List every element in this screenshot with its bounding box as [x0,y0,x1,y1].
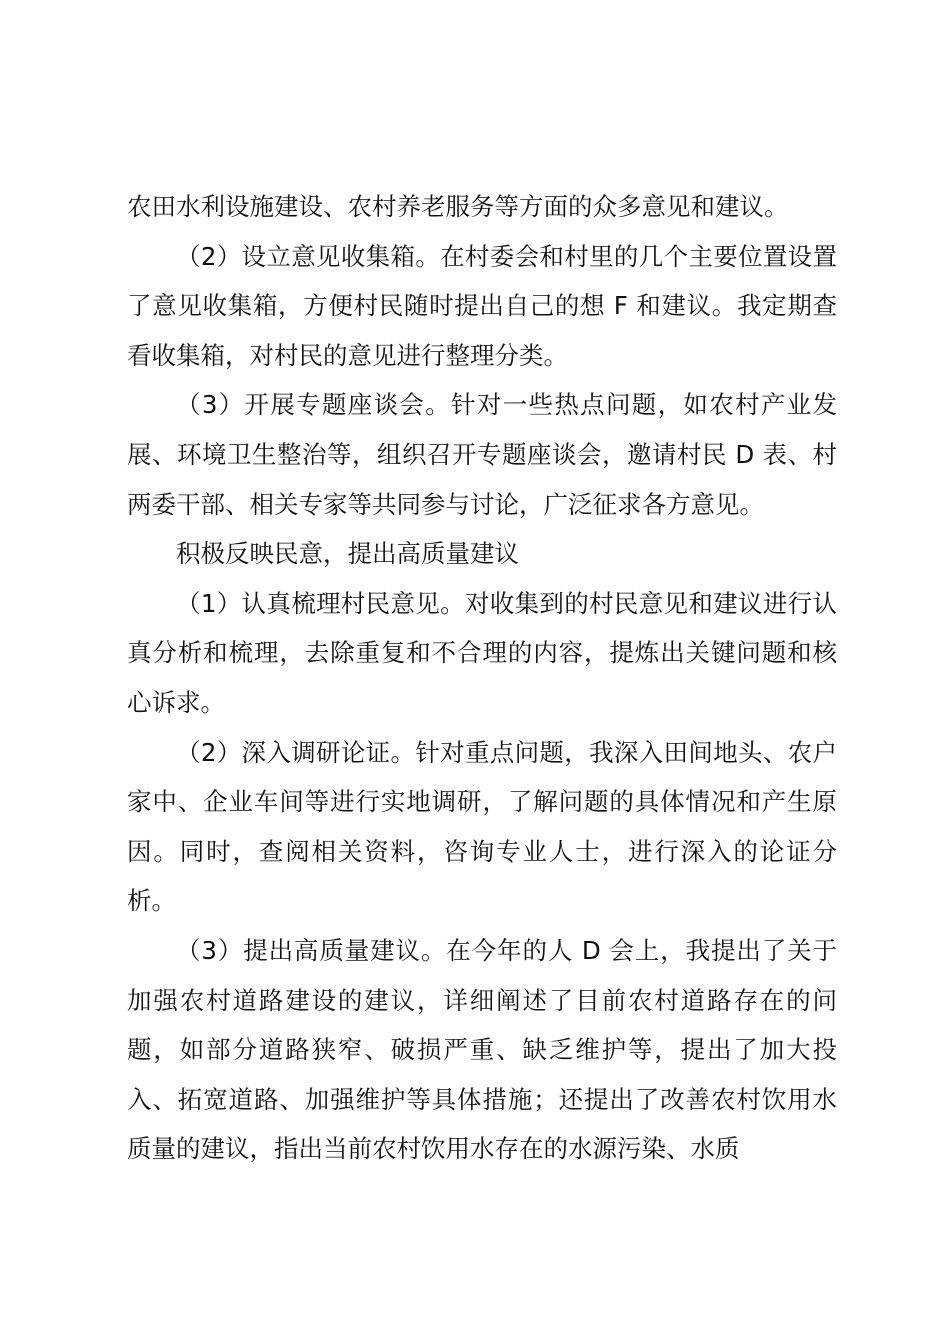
paragraph-symposium: （3）开展专题座谈会。针对一些热点问题，如农村产业发展、环境卫生整治等，组织召开专题座谈会，邀请村民 D 表、村两委干部、相关专家等共同参与讨论，广泛征求各方意见。 [127,390,837,519]
paragraph-continuation: 农田水利设施建设、农村养老服务等方面的众多意见和建议。 [127,192,789,221]
paragraph-research: （2）深入调研论证。针对重点问题，我深入田间地头、农户家中、企业车间等进行实地调研，了解问题的具体情况和产生原因。同时，查阅相关资料，咨询专业人士，进行深入的论证分析。 [127,737,837,916]
paragraph-suggestion-box: （2）设立意见收集箱。在村委会和村里的几个主要位置设置了意见收集箱，方便村民随时提出自己的想 F 和建议。我定期查看收集箱，对村民的意见进行整理分类。 [127,241,837,370]
paragraph-sort-opinions: （1）认真梳理村民意见。对收集到的村民意见和建议进行认真分析和梳理，去除重复和不合理的内容，提炼出关键问题和核心诉求。 [127,588,837,717]
section-heading: 积极反映民意，提出高质量建议 [176,539,519,569]
document-body [127,182,837,1174]
paragraph-proposals: （3）提出高质量建议。在今年的人 D 会上，我提出了关于加强农村道路建设的建议，详细阐述了目前农村道路存在的问题，如部分道路狭窄、破损严重、缺乏维护等，提出了加大投入、拓宽道路、加强维护等具体措施；还提出了改善农村饮用水质量的建议，指出当前农村饮用水存在的水源污染、水质 [127,935,837,1164]
